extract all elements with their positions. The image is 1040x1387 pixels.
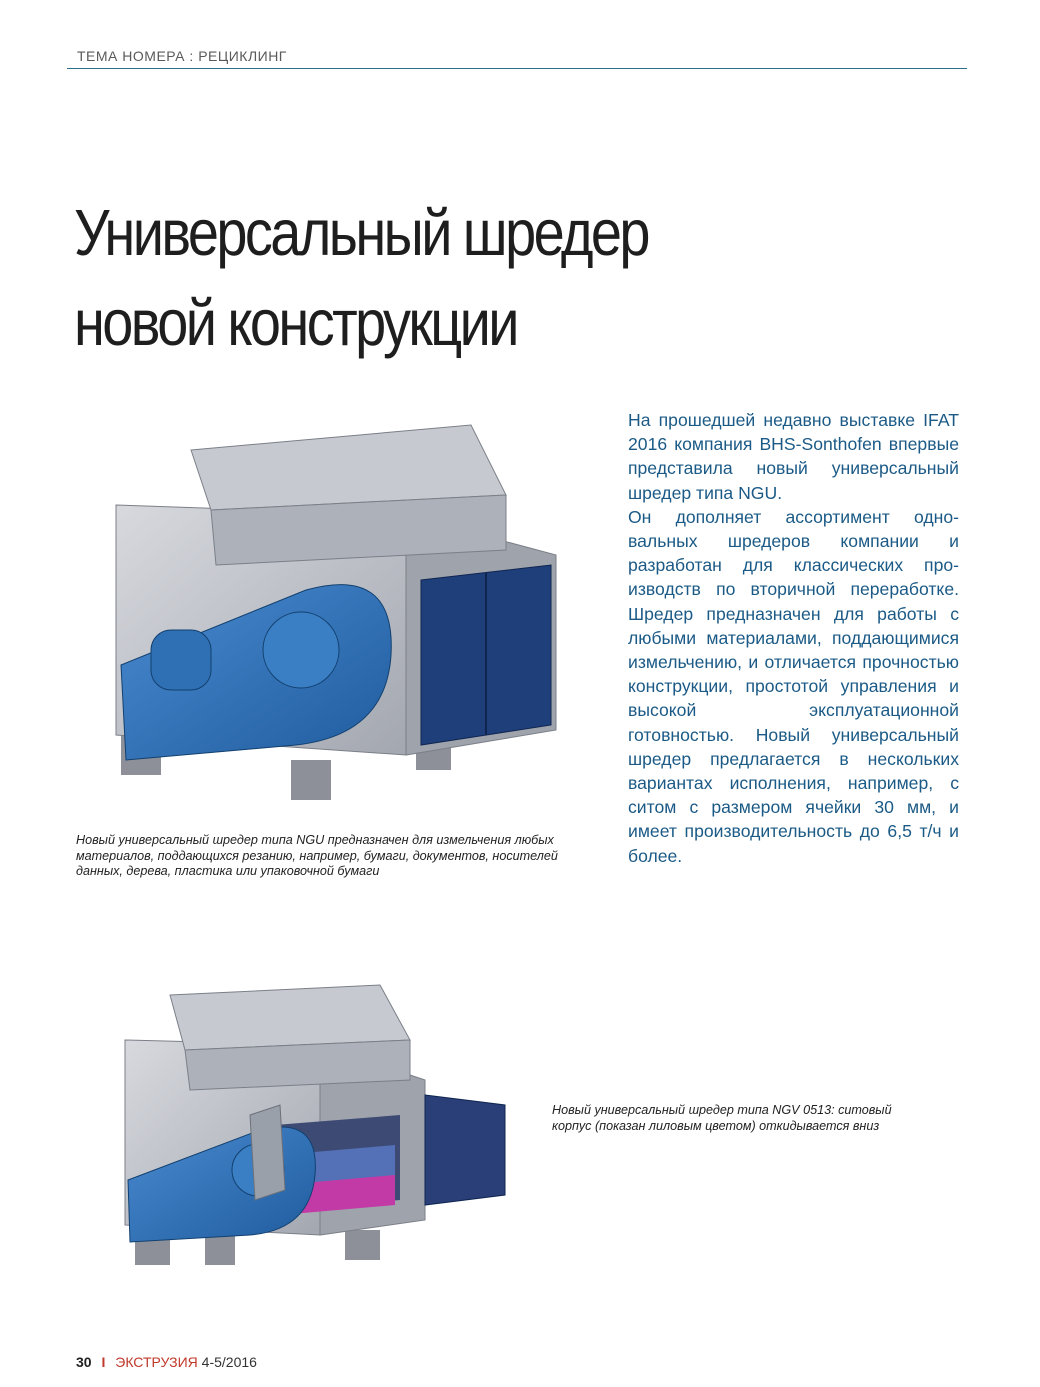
page-footer [76, 1354, 257, 1370]
image2-caption: Новый универсальный шредер типа NGV 0513: ситовый корпус (показан лиловым цветом) откидывается вниз [552, 1103, 892, 1133]
body-paragraph-2: Он дополняет ассортимент одновальных шредеров компании и разработан для классических производств по вторичной переработке. Шредер предназначен для работы с любыми материалами, поддающимися измельчению, и отличается прочностью конструкции, простотой управления и высокой эксплуатационной готовностью. Новый универсальный шредер предлагается в нескольких вариантах исполнения, например, с ситом с размером ячейки 30 мм, и имеет производительность до 6,5 т/ч и более. [628, 506, 959, 866]
magazine-name: ЭКСТРУЗИЯ [115, 1354, 198, 1370]
shredder-ngv-image [110, 980, 530, 1270]
header-rule [67, 68, 967, 69]
section-label: ТЕМА НОМЕРА : РЕЦИКЛИНГ [77, 48, 287, 64]
page-number: 30 [76, 1354, 92, 1370]
shredder-ngu-image [96, 415, 576, 805]
article-body [628, 408, 959, 868]
image1-caption: Новый универсальный шредер типа NGU предназначен для измельчения любых материалов, поддающихся резанию, например, бумаги, документов, носителей данных, дерева, пластика или упаковочной бумаги [76, 833, 558, 878]
body-paragraph-1: На прошедшей недавно выставке IFAT 2016 компания BHS-Sonthofen впервые представила новый универсальный шредер типа NGU. [628, 410, 959, 503]
article-title [74, 188, 728, 368]
title-line-2: новой конструкции [74, 286, 517, 359]
title-line-1: Универсальный шредер [74, 196, 648, 269]
issue-number: 4-5/2016 [201, 1354, 257, 1370]
footer-separator: I [101, 1354, 106, 1370]
